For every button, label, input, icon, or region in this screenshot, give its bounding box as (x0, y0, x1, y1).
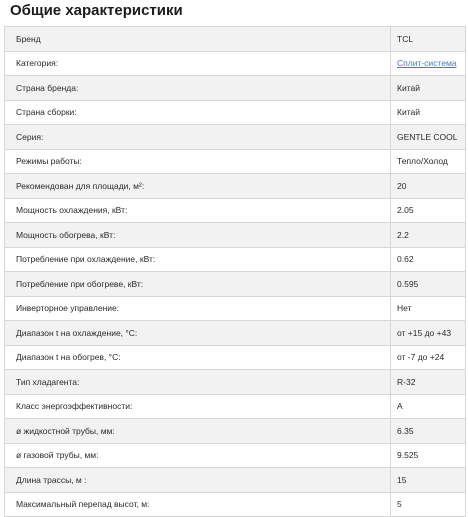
spec-row (5, 296, 466, 321)
spec-value: Тепло/Холод (391, 149, 466, 174)
spec-row (5, 394, 466, 419)
spec-row (5, 149, 466, 174)
category-link[interactable]: Сплит-система (397, 58, 457, 69)
spec-label: Мощность охлаждения, кВт: (5, 198, 391, 223)
spec-value: R-32 (391, 370, 466, 395)
spec-label: Рекомендован для площади, м²: (5, 174, 391, 199)
spec-row (5, 321, 466, 346)
spec-label: Класс энергоэффективности: (5, 394, 391, 419)
spec-value: Китай (391, 100, 466, 125)
spec-label: Мощность обогрева, кВт: (5, 223, 391, 248)
spec-row (5, 247, 466, 272)
specs-table-body (5, 27, 466, 517)
spec-row (5, 125, 466, 150)
spec-row (5, 443, 466, 468)
spec-label: Длина трассы, м : (5, 468, 391, 493)
spec-row (5, 51, 466, 76)
spec-row (5, 76, 466, 101)
spec-value: 5 (391, 492, 466, 517)
spec-value: Нет (391, 296, 466, 321)
spec-row (5, 223, 466, 248)
spec-value-cell (391, 51, 466, 76)
spec-row (5, 198, 466, 223)
spec-row (5, 345, 466, 370)
spec-value: 9.525 (391, 443, 466, 468)
spec-label: Бренд (5, 27, 391, 52)
spec-label: Категория: (5, 51, 391, 76)
spec-value: GENTLE COOL (391, 125, 466, 150)
spec-label: Инверторное управление: (5, 296, 391, 321)
spec-label: Режимы работы: (5, 149, 391, 174)
spec-row (5, 419, 466, 444)
spec-row (5, 100, 466, 125)
spec-label: Потребление при обогреве, кВт: (5, 272, 391, 297)
specs-table (4, 26, 466, 517)
spec-value: 6.35 (391, 419, 466, 444)
spec-label: Диапазон t на обогрев, °С: (5, 345, 391, 370)
spec-value: Китай (391, 76, 466, 101)
spec-label: Серия: (5, 125, 391, 150)
spec-label: ø жидкостной трубы, мм: (5, 419, 391, 444)
spec-label: Потребление при охлаждение, кВт: (5, 247, 391, 272)
spec-value: 0.62 (391, 247, 466, 272)
spec-value: от -7 до +24 (391, 345, 466, 370)
spec-row (5, 174, 466, 199)
spec-value: TCL (391, 27, 466, 52)
spec-value: от +15 до +43 (391, 321, 466, 346)
spec-label: ø газовой трубы, мм: (5, 443, 391, 468)
section-title: Общие характеристики (10, 2, 183, 19)
spec-row (5, 27, 466, 52)
spec-row (5, 370, 466, 395)
spec-label: Максимальный перепад высот, м: (5, 492, 391, 517)
spec-value: 2.05 (391, 198, 466, 223)
spec-row (5, 272, 466, 297)
spec-value: A (391, 394, 466, 419)
spec-value: 0.595 (391, 272, 466, 297)
spec-label: Страна бренда: (5, 76, 391, 101)
spec-row (5, 468, 466, 493)
spec-row (5, 492, 466, 517)
spec-label: Тип хладагента: (5, 370, 391, 395)
spec-value: 20 (391, 174, 466, 199)
spec-label: Страна сборки: (5, 100, 391, 125)
spec-value: 2.2 (391, 223, 466, 248)
spec-value: 15 (391, 468, 466, 493)
spec-label: Диапазон t на охлаждение, °С: (5, 321, 391, 346)
